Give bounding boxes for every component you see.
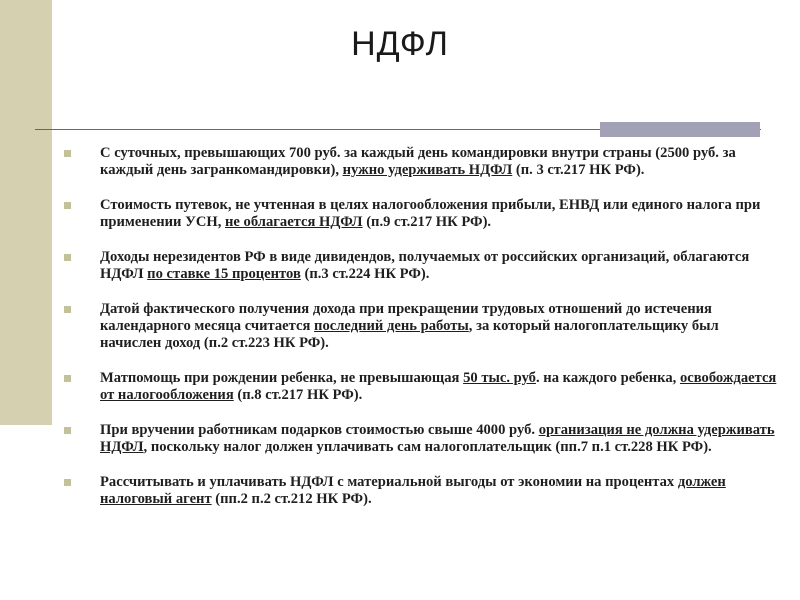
text-segment: . на каждого ребенка,: [535, 370, 680, 386]
emphasized-text: последний день работы: [314, 318, 469, 334]
bullet-text: [100, 197, 760, 230]
emphasized-text: должен налоговый агент: [100, 474, 726, 507]
square-bullet-icon: [64, 375, 71, 382]
square-bullet-icon: [64, 479, 71, 486]
slide-title: НДФЛ: [351, 25, 449, 63]
square-bullet-icon: [64, 306, 71, 313]
bullet-text: [100, 370, 776, 403]
emphasized-text: по ставке 15 процентов: [147, 266, 301, 282]
bullet-list: [60, 145, 780, 526]
emphasized-text: организация не должна удерживать НДФЛ: [100, 422, 775, 455]
text-segment: Рассчитывать и уплачивать НДФЛ с материальной выгоды от экономии на процентах: [100, 474, 678, 490]
text-segment: Доходы нерезидентов РФ в виде дивидендов, получаемых от российских организаций, облагаются НДФЛ: [100, 249, 750, 282]
bullet-text: [100, 301, 719, 351]
square-bullet-icon: [64, 202, 71, 209]
emphasized-text: освобождается от налогообложения: [100, 370, 777, 403]
text-segment: (п.8 ст.217 НК РФ).: [233, 387, 363, 403]
text-segment: , за который налогоплательщику был начислен доход (п.2 ст.223 НК РФ).: [100, 318, 719, 351]
text-segment: (п.3 ст.224 НК РФ).: [300, 266, 430, 282]
bullet-text: [100, 249, 749, 282]
emphasized-text: не облагается НДФЛ: [225, 214, 363, 230]
bullet-text: [100, 422, 775, 455]
bullet-item: [60, 422, 780, 456]
text-segment: При вручении работникам подарков стоимостью свыше 4000 руб.: [100, 422, 539, 438]
text-segment: , поскольку налог должен уплачивать сам налогоплательщик (пп.7 п.1 ст.228 НК РФ).: [143, 439, 712, 455]
text-segment: Матпомощь при рождении ребенка, не превышающая: [100, 370, 464, 386]
text-segment: Стоимость путевок, не учтенная в целях налогообложения прибыли, ЕНВД или единого налога при применении УСН,: [100, 197, 761, 230]
emphasized-text: 50 тыс. руб: [463, 370, 536, 386]
bullet-item: [60, 301, 780, 352]
bullet-item: [60, 249, 780, 283]
square-bullet-icon: [64, 150, 71, 157]
divider-accent-block: [600, 122, 760, 137]
emphasized-text: нужно удерживать НДФЛ: [342, 162, 513, 178]
bullet-item: [60, 474, 780, 508]
square-bullet-icon: [64, 427, 71, 434]
bullet-text: [100, 145, 736, 178]
bullet-item: [60, 145, 780, 179]
square-bullet-icon: [64, 254, 71, 261]
bullet-item: [60, 370, 780, 404]
text-segment: Датой фактического получения дохода при прекращении трудовых отношений до истечения календарного месяца считается: [100, 301, 712, 334]
text-segment: (п.9 ст.217 НК РФ).: [362, 214, 492, 230]
text-segment: (пп.2 п.2 ст.212 НК РФ).: [211, 491, 372, 507]
text-segment: (п. 3 ст.217 НК РФ).: [512, 162, 645, 178]
bullet-item: [60, 197, 780, 231]
bullet-text: [100, 474, 726, 507]
text-segment: С суточных, превышающих 700 руб. за каждый день командировки внутри страны (2500 руб. за каждый день загранкомандировки),: [100, 145, 736, 178]
